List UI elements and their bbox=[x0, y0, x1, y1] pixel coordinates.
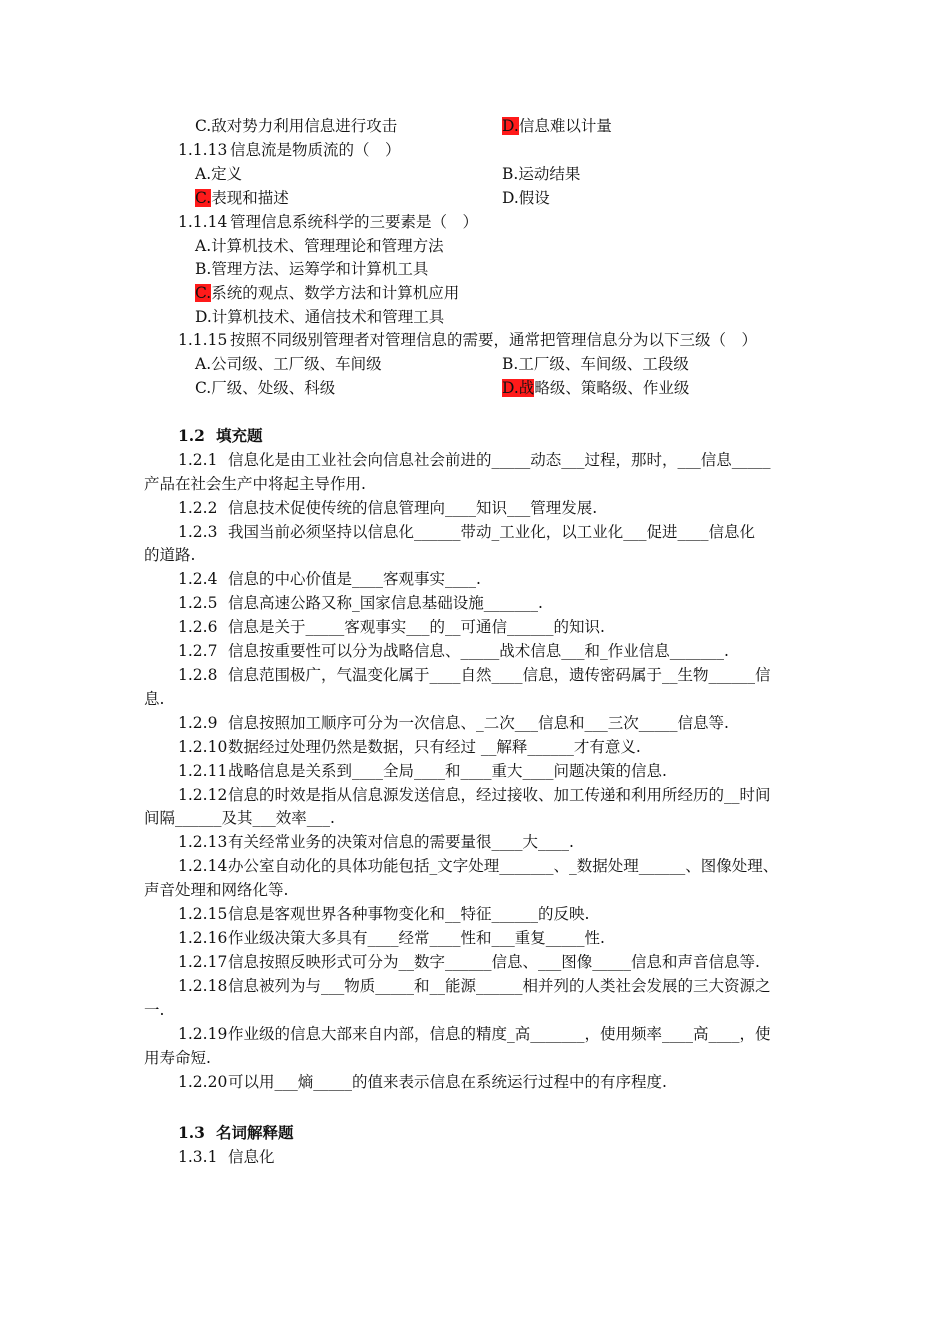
option-c: C.敌对势力利用信息进行攻击 bbox=[195, 117, 398, 135]
question-number: 1.2.10 bbox=[178, 738, 228, 756]
question-text-continued: 间隔______及其___效率___. bbox=[144, 809, 335, 827]
q-1-1-12-options-row bbox=[0, 114, 950, 138]
question-text: 信息的时效是指从信息源发送信息，经过接收、加工传递和利用所经历的__时间 bbox=[228, 786, 771, 804]
q-1-1-13-options-row-1 bbox=[0, 162, 950, 186]
question-number: 1.1.13 bbox=[178, 141, 228, 159]
question-number: 1.2.4 bbox=[178, 570, 218, 588]
question-text: 我国当前必须坚持以信息化______带动_工业化，以工业化___促进____信息化 bbox=[228, 523, 756, 541]
q-1-1-14-option-b-row bbox=[0, 257, 950, 281]
question-number: 1.2.15 bbox=[178, 905, 228, 923]
option-d-text: 略级、策略级、作业级 bbox=[534, 379, 690, 397]
question-text-continued: 的道路. bbox=[144, 546, 196, 564]
question-text: 信息按照加工顺序可分为一次信息、_二次___信息和___三次_____信息等. bbox=[228, 714, 729, 732]
question-number: 1.2.6 bbox=[178, 618, 218, 636]
option-b: B.管理方法、运筹学和计算机工具 bbox=[195, 260, 429, 278]
question-text-continued: 一. bbox=[144, 1001, 165, 1019]
question-text: 战略信息是关系到____全局____和____重大____问题决策的信息. bbox=[228, 762, 667, 780]
fill-question-1-2-16 bbox=[0, 926, 950, 950]
question-number: 1.3.1 bbox=[178, 1148, 218, 1166]
option-d bbox=[502, 114, 612, 138]
question-text: 作业级决策大多具有____经常____性和___重复_____性. bbox=[228, 929, 605, 947]
fill-question-1-2-19-cont bbox=[0, 1046, 950, 1070]
question-number: 1.2.13 bbox=[178, 833, 228, 851]
fill-question-1-2-2 bbox=[0, 496, 950, 520]
question-text: 可以用___熵_____的值来表示信息在系统运行过程中的有序程度. bbox=[228, 1073, 667, 1091]
question-number: 1.2.19 bbox=[178, 1025, 228, 1043]
option-d bbox=[502, 376, 689, 400]
question-text-continued: 声音处理和网络化等. bbox=[144, 881, 289, 899]
answer-highlight: C. bbox=[195, 284, 212, 302]
fill-question-1-2-6 bbox=[0, 615, 950, 639]
q-1-1-15-options-row-2 bbox=[0, 376, 950, 400]
question-number: 1.2.12 bbox=[178, 786, 228, 804]
question-text: 信息高速公路又称_国家信息基础设施_______. bbox=[228, 594, 543, 612]
question-text: 办公室自动化的具体功能包括_文字处理_______、_数据处理______、图像处理、 bbox=[228, 857, 779, 875]
fill-question-1-2-13 bbox=[0, 830, 950, 854]
fill-question-1-2-17 bbox=[0, 950, 950, 974]
question-text: 作业级的信息大部来自内部，信息的精度_高_______，使用频率____高____，使 bbox=[228, 1025, 771, 1043]
option-c-text: 表现和描述 bbox=[211, 189, 289, 207]
question-text: 信息被列为与___物质_____和__能源______相并列的人类社会发展的三大资源之 bbox=[228, 977, 771, 995]
option-d: D.计算机技术、通信技术和管理工具 bbox=[195, 308, 445, 326]
question-number: 1.1.15 bbox=[178, 331, 228, 349]
fill-question-1-2-14-cont bbox=[0, 878, 950, 902]
question-number: 1.2.16 bbox=[178, 929, 228, 947]
question-text: 管理信息系统科学的三要素是（ ） bbox=[230, 213, 479, 231]
question-text: 信息流是物质流的（ ） bbox=[230, 141, 401, 159]
question-number: 1.2.20 bbox=[178, 1073, 228, 1091]
question-number: 1.1.14 bbox=[178, 213, 228, 231]
question-text: 信息按照反映形式可分为__数字______信息、___图像_____信息和声音信息等. bbox=[228, 953, 760, 971]
term-question-1-3-1 bbox=[0, 1145, 950, 1169]
question-number: 1.2.9 bbox=[178, 714, 218, 732]
q-1-1-15-options-row-1 bbox=[0, 352, 950, 376]
question-number: 1.2.1 bbox=[178, 451, 218, 469]
section-heading-1-2 bbox=[0, 424, 950, 448]
section-title: 名词解释题 bbox=[216, 1123, 294, 1142]
question-number: 1.2.3 bbox=[178, 523, 218, 541]
q-1-1-14-option-d-row bbox=[0, 305, 950, 329]
question-text: 数据经过处理仍然是数据，只有经过 __解释______才有意义. bbox=[228, 738, 641, 756]
question-text: 信息是客观世界各种事物变化和__特征______的反映. bbox=[228, 905, 590, 923]
question-text-continued: 用寿命短. bbox=[144, 1049, 211, 1067]
question-1-1-14 bbox=[0, 210, 950, 234]
fill-question-1-2-1-cont bbox=[0, 472, 950, 496]
option-c: C.厂级、处级、科级 bbox=[195, 379, 336, 397]
fill-question-1-2-20 bbox=[0, 1070, 950, 1094]
option-a: A.定义 bbox=[195, 165, 243, 183]
section-number: 1.3 bbox=[178, 1123, 205, 1142]
question-number: 1.2.7 bbox=[178, 642, 218, 660]
question-number: 1.2.8 bbox=[178, 666, 218, 684]
question-number: 1.2.2 bbox=[178, 499, 218, 517]
section-number: 1.2 bbox=[178, 426, 205, 445]
fill-question-1-2-8 bbox=[0, 663, 950, 687]
question-1-1-13 bbox=[0, 138, 950, 162]
fill-question-1-2-1 bbox=[0, 448, 950, 472]
fill-question-1-2-3-cont bbox=[0, 543, 950, 567]
question-number: 1.2.14 bbox=[178, 857, 228, 875]
fill-question-1-2-3 bbox=[0, 520, 950, 544]
question-text: 信息化是由工业社会向信息社会前进的_____动态___过程，那时，___信息_____ bbox=[228, 451, 771, 469]
fill-question-1-2-15 bbox=[0, 902, 950, 926]
fill-question-1-2-8-cont bbox=[0, 687, 950, 711]
q-1-1-14-option-a-row bbox=[0, 234, 950, 258]
fill-question-1-2-4 bbox=[0, 567, 950, 591]
section-heading-1-3 bbox=[0, 1121, 950, 1145]
option-d-text: 信息难以计量 bbox=[518, 117, 612, 135]
answer-highlight: D. bbox=[502, 117, 519, 135]
answer-highlight: D.战 bbox=[502, 379, 535, 397]
option-c bbox=[195, 281, 459, 305]
fill-question-1-2-18 bbox=[0, 974, 950, 998]
option-a: A.公司级、工厂级、车间级 bbox=[195, 355, 382, 373]
answer-highlight: C. bbox=[195, 189, 212, 207]
q-1-1-14-option-c-row bbox=[0, 281, 950, 305]
fill-question-1-2-10 bbox=[0, 735, 950, 759]
question-text: 信息按重要性可以分为战略信息、_____战术信息___和_作业信息_______. bbox=[228, 642, 729, 660]
fill-question-1-2-12 bbox=[0, 783, 950, 807]
fill-question-1-2-12-cont bbox=[0, 806, 950, 830]
question-text: 信息技术促使传统的信息管理向____知识___管理发展. bbox=[228, 499, 598, 517]
question-number: 1.2.5 bbox=[178, 594, 218, 612]
question-number: 1.2.18 bbox=[178, 977, 228, 995]
question-text-continued: 息. bbox=[144, 690, 165, 708]
fill-question-1-2-7 bbox=[0, 639, 950, 663]
fill-question-1-2-18-cont bbox=[0, 998, 950, 1022]
q-1-1-13-options-row-2 bbox=[0, 186, 950, 210]
option-b: B.运动结果 bbox=[502, 165, 581, 183]
question-text: 有关经常业务的决策对信息的需要量很____大____. bbox=[228, 833, 574, 851]
question-number: 1.2.17 bbox=[178, 953, 228, 971]
question-number: 1.2.11 bbox=[178, 762, 228, 780]
fill-question-1-2-14 bbox=[0, 854, 950, 878]
question-1-1-15 bbox=[0, 328, 950, 352]
question-text: 信息范围极广，气温变化属于____自然____信息，遗传密码属于__生物______信 bbox=[228, 666, 771, 684]
fill-question-1-2-9 bbox=[0, 711, 950, 735]
question-text: 信息的中心价值是____客观事实____. bbox=[228, 570, 481, 588]
fill-question-1-2-19 bbox=[0, 1022, 950, 1046]
question-text-continued: 产品在社会生产中将起主导作用. bbox=[144, 475, 366, 493]
option-c-text: 系统的观点、数学方法和计算机应用 bbox=[211, 284, 460, 302]
question-text: 按照不同级别管理者对管理信息的需要，通常把管理信息分为以下三级（ ） bbox=[230, 331, 758, 349]
fill-question-1-2-11 bbox=[0, 759, 950, 783]
option-c bbox=[195, 186, 289, 210]
option-a: A.计算机技术、管理理论和管理方法 bbox=[195, 237, 444, 255]
question-text: 信息是关于_____客观事实___的__可通信______的知识. bbox=[228, 618, 605, 636]
fill-question-1-2-5 bbox=[0, 591, 950, 615]
option-b: B.工厂级、车间级、工段级 bbox=[502, 355, 689, 373]
question-text: 信息化 bbox=[228, 1148, 275, 1166]
option-d: D.假设 bbox=[502, 189, 550, 207]
section-title: 填充题 bbox=[216, 426, 263, 445]
